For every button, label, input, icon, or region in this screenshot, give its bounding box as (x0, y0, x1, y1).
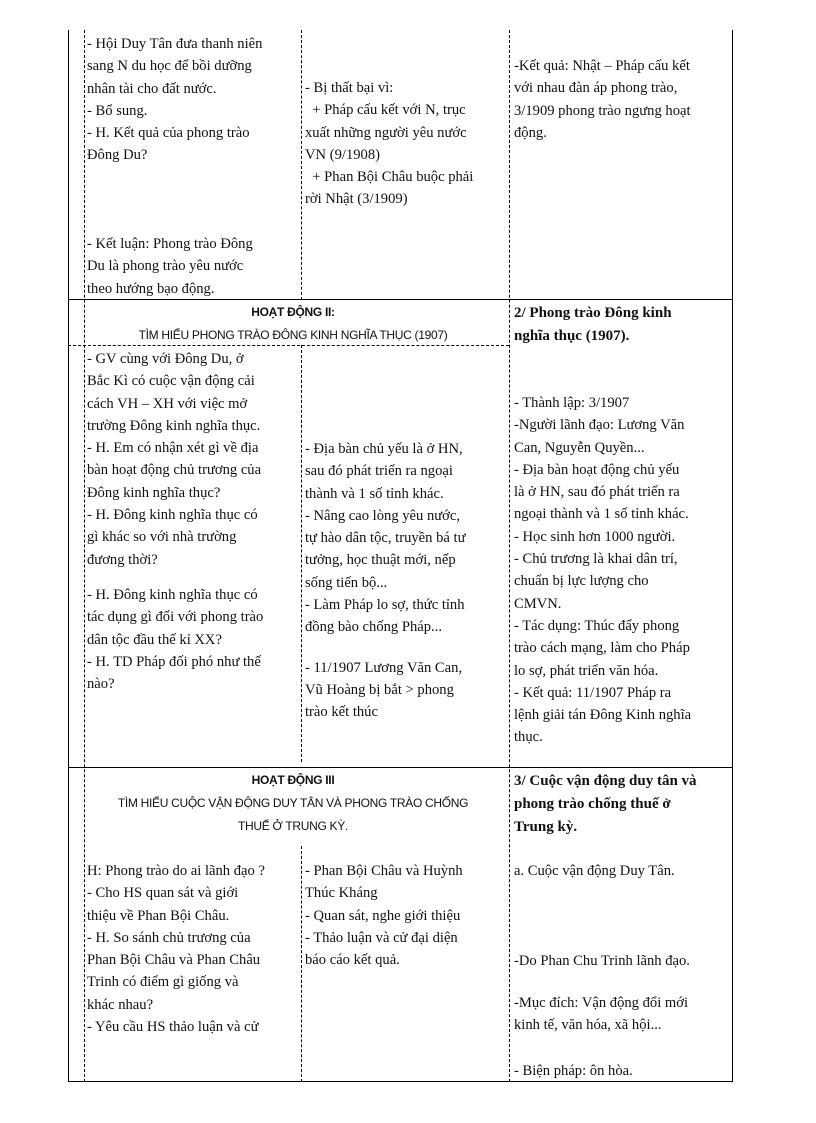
row2-col2 (305, 438, 502, 724)
text-line: - Kết quả: 11/1907 Pháp ra (514, 684, 672, 701)
text-line: - 11/1907 Lương Văn Can, (305, 659, 463, 676)
text-line: 2/ Phong trào Đông kinh (514, 305, 672, 321)
text-line: ngoại thành và 1 số tỉnh khác. (514, 506, 689, 523)
row1-col1-conclusion (87, 233, 295, 300)
text-line: phong trào chống thuế ở (514, 796, 671, 812)
text-line: chuẩn bị lực lượng cho (514, 573, 649, 590)
text-line: - H. TD Pháp đối phó như thế (87, 653, 261, 670)
row2-col1 (87, 348, 295, 695)
text-line (305, 639, 502, 657)
column-divider-2 (509, 30, 510, 1082)
text-line: CMVN. (514, 595, 562, 612)
row-separator-2 (68, 767, 733, 768)
text-line: - Địa bàn chủ yếu là ở HN, (305, 441, 463, 457)
text-line: đương thời? (87, 551, 158, 568)
table-border-left (68, 30, 69, 1082)
text-line: VN (9/1908) (305, 146, 380, 163)
text-line: nhân tài cho đất nước. (87, 80, 217, 97)
row3-col3-part-a (514, 860, 724, 882)
text-line: là ở HN, sau đó phát triển ra (514, 484, 680, 501)
text-line: - Học sinh hơn 1000 người. (514, 528, 676, 545)
text-line: 3/1909 phong trào ngưng hoạt (514, 102, 691, 119)
column-divider-1 (301, 345, 302, 762)
text-line: - Yêu cầu HS thảo luận và cử (87, 1019, 259, 1036)
text-line: động. (514, 124, 547, 141)
text-line: Du là phong trào yêu nước (87, 258, 244, 275)
text-line: cách VH – XH với việc mở (87, 395, 248, 412)
text-line: trào cách mạng, làm cho Pháp (514, 640, 690, 657)
activity-2-header (87, 302, 499, 345)
text-line: tưởng, học thuật mới, nếp (305, 552, 456, 569)
text-line: H: Phong trào do ai lãnh đạo ? (87, 863, 265, 879)
text-line: - Kết luận: Phong trào Đông (87, 236, 253, 252)
text-line: a. Cuộc vận động Duy Tân. (514, 863, 675, 879)
text-line: - Bị thất bại vì: (305, 80, 394, 96)
row2-col3 (514, 392, 724, 749)
row3-col3-part-c (514, 992, 724, 1037)
text-line: gì khác so với nhà trường (87, 529, 237, 546)
text-line: Vũ Hoàng bị bắt > phong (305, 681, 454, 698)
column-divider-1 (301, 846, 302, 1082)
text-line: -Mục đích: Vận động đổi mới (514, 995, 689, 1011)
text-line: dân tộc đầu thế kỉ XX? (87, 631, 222, 648)
text-line (87, 571, 295, 584)
section-3-title (514, 770, 724, 839)
text-line: nào? (87, 676, 115, 693)
text-line: - Làm Pháp lo sợ, thức tỉnh (305, 597, 465, 614)
text-line: sang N du học để bồi dưỡng (87, 58, 252, 75)
text-line: - H. Kết quả của phong trào (87, 125, 250, 142)
text-line: Bắc Kì có cuộc vận động cải (87, 373, 255, 390)
text-line: -Người lãnh đạo: Lương Văn (514, 417, 685, 434)
text-line: - Nâng cao lòng yêu nước, (305, 507, 461, 524)
table-inner-left-line (84, 30, 85, 1082)
text-line: Đông Du? (87, 147, 148, 164)
text-line: Can, Nguyễn Quyền... (514, 439, 645, 456)
activity-3-subtitle: TÌM HIỂU CUỘC VẬN ĐỘNG DUY TÂN VÀ PHONG TRÀO CHỐNG (117, 796, 469, 810)
text-line: - Bổ sung. (87, 102, 148, 119)
text-line: -Kết quả: Nhật – Pháp cấu kết (514, 58, 690, 74)
text-line: -Do Phan Chu Trinh lãnh đạo. (514, 953, 690, 969)
text-line: - H. So sánh chủ trương của (87, 929, 251, 946)
text-line: sống tiến bộ... (305, 574, 388, 591)
activity-2-title: HOẠT ĐỘNG II: (251, 305, 335, 319)
text-line: Đông kinh nghĩa thục? (87, 484, 221, 501)
row3-col3-part-b (514, 950, 724, 972)
text-line: Trinh có điểm gì giống và (87, 974, 239, 991)
text-line: 3/ Cuộc vận động duy tân và (514, 773, 697, 789)
text-line: rời Nhật (3/1909) (305, 191, 408, 208)
text-line: lệnh giải tán Đông Kinh nghĩa (514, 707, 692, 724)
text-line: trường Đông kinh nghĩa thục. (87, 417, 261, 434)
text-line: - H. Đông kinh nghĩa thục có (87, 507, 258, 524)
activity-3-subtitle-cont: THUẾ Ở TRUNG KỲ. (238, 819, 348, 833)
text-line: - Thành lập: 3/1907 (514, 395, 630, 411)
row1-col3 (514, 55, 724, 144)
text-line: - GV cùng với Đông Du, ở (87, 351, 244, 367)
text-line: - Cho HS quan sát và giới (87, 885, 239, 902)
text-line: nghĩa thục (1907). (514, 328, 630, 344)
text-line: - Thảo luận và cử đại diện (305, 929, 458, 946)
header-underline-2 (68, 345, 509, 346)
activity-3-title: HOẠT ĐỘNG III (251, 773, 335, 787)
text-line: - Phan Bội Châu và Huỳnh (305, 863, 463, 879)
activity-2-subtitle: TÌM HIỂU PHONG TRÀO ĐÔNG KINH NGHĨA THỤC (1907) (138, 328, 448, 342)
text-line: lo sợ, phát triển văn hóa. (514, 662, 659, 679)
text-line: - Địa bàn hoạt động chủ yếu (514, 461, 680, 478)
text-line: Phan Bội Châu và Phan Châu (87, 952, 261, 969)
text-line: - Quan sát, nghe giới thiệu (305, 907, 461, 924)
text-line: tự hào dân tộc, truyền bá tư (305, 530, 466, 547)
column-divider-1 (301, 30, 302, 300)
text-line: sau đó phát triển ra ngoại (305, 463, 453, 480)
text-line: trào kết thúc (305, 704, 378, 721)
text-line: - H. Em có nhận xét gì về địa (87, 440, 259, 457)
text-line: với nhau đàn áp phong trào, (514, 80, 678, 97)
text-line: + Pháp cấu kết với N, trục (305, 102, 466, 119)
text-line: - H. Đông kinh nghĩa thục có (87, 586, 258, 603)
text-line: thành và 1 số tỉnh khác. (305, 485, 444, 502)
row1-col2 (305, 77, 502, 211)
text-line: + Phan Bội Châu buộc phải (305, 169, 474, 186)
text-line: - Hội Duy Tân đưa thanh niên (87, 36, 263, 52)
text-line: Thúc Kháng (305, 885, 378, 902)
text-line: Trung kỳ. (514, 819, 578, 835)
text-line: - Biện pháp: ôn hòa. (514, 1063, 633, 1079)
text-line: kinh tế, văn hóa, xã hội... (514, 1017, 662, 1034)
text-line: xuất những người yêu nước (305, 124, 467, 141)
text-line: báo cáo kết quả. (305, 952, 400, 969)
text-line: tác dụng gì đối với phong trào (87, 609, 264, 626)
activity-3-header (87, 770, 499, 836)
section-2-title (514, 302, 724, 348)
text-line: - Chủ trương là khai dân trí, (514, 551, 678, 568)
text-line: thiệu về Phan Bội Châu. (87, 907, 230, 924)
text-line: - Tác dụng: Thúc đẩy phong (514, 617, 680, 634)
row1-col1-top (87, 33, 295, 167)
row3-col3-part-d (514, 1060, 724, 1082)
text-line: theo hướng bạo động. (87, 280, 215, 297)
row3-col1 (87, 860, 295, 1038)
text-line: thục. (514, 729, 543, 746)
row3-col2 (305, 860, 502, 971)
text-line: khác nhau? (87, 996, 154, 1013)
text-line: đồng bào chống Pháp... (305, 619, 443, 636)
text-line: bàn hoạt động chủ trương của (87, 462, 262, 479)
table-border-right (732, 30, 733, 1082)
